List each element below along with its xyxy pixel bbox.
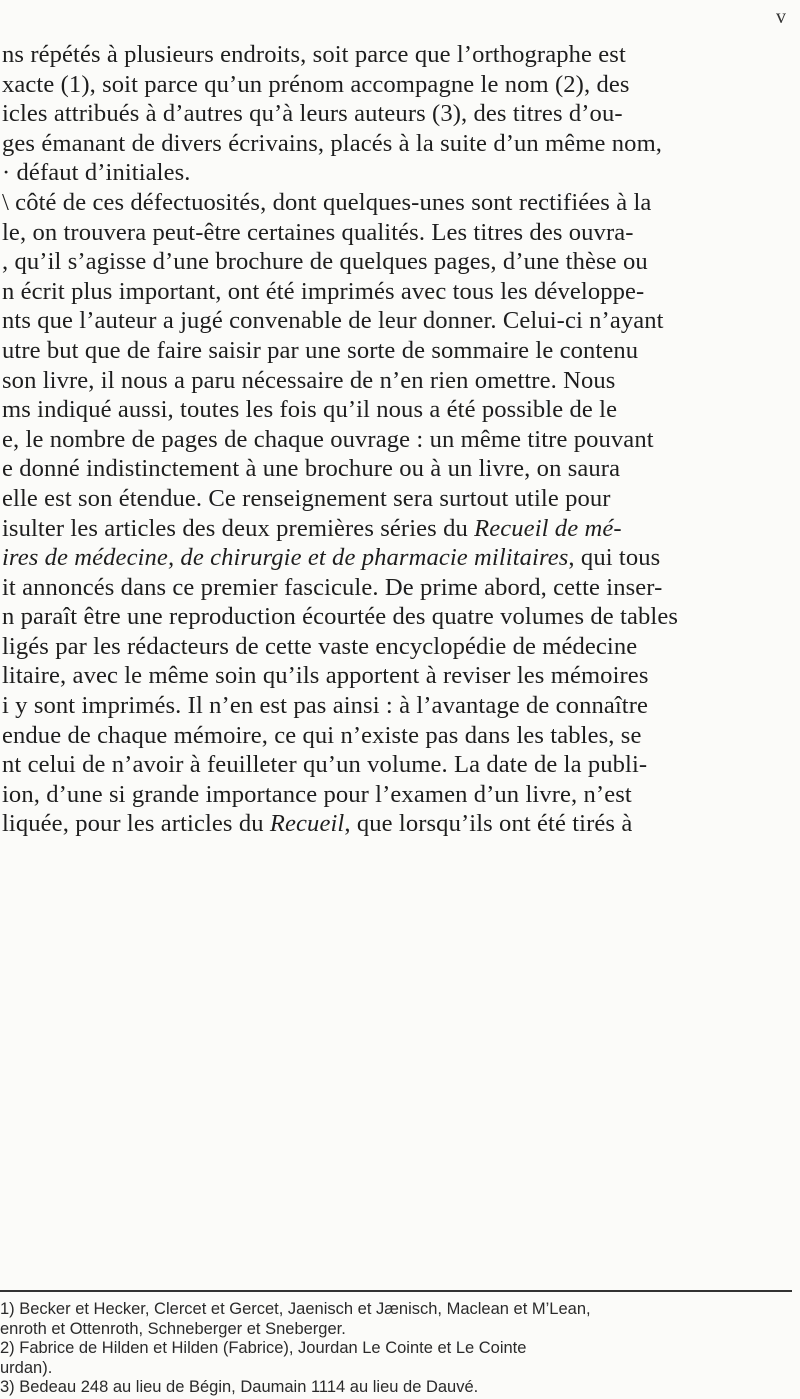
text-line: ges émanant de divers écrivains, placés à la suite d’un même nom, [2, 129, 663, 157]
text-line: nts que l’auteur a jugé convenable de leur donner. Celui-ci n’ayant [2, 307, 664, 335]
text-line: xacte (1), soit parce qu’un prénom accompagne le nom (2), des [2, 70, 630, 98]
text-line: e donné indistinctement à une brochure ou à un livre, on saura [2, 455, 621, 483]
footnote-divider [0, 1290, 792, 1292]
text-line [0, 514, 800, 544]
italic-title: Recueil de mé- [474, 514, 622, 542]
text-line: n écrit plus important, ont été imprimés avec tous les développe- [2, 277, 645, 305]
text-line: ns répétés à plusieurs endroits, soit parce que l’orthographe est [2, 41, 626, 68]
italic-title: ires de médecine, de chirurgie et de pharmacie militaires [2, 544, 569, 572]
text-line [0, 809, 800, 839]
text-line: endue de chaque mémoire, ce qui n’existe pas dans les tables, se [2, 721, 642, 749]
text-run: , qui tous [568, 544, 661, 572]
text-line: ligés par les rédacteurs de cette vaste encyclopédie de médecine [2, 632, 638, 660]
text-run: , que lorsqu’ils ont été tirés à [344, 810, 633, 838]
footnote-line: 2) Fabrice de Hilden et Hilden (Fabrice), Jourdan Le Cointe et Le Cointe [0, 1339, 527, 1357]
footnote-line: enroth et Ottenroth, Schneberger et Sneberger. [0, 1319, 346, 1338]
text-line: n paraît être une reproduction écourtée des quatre volumes de tables [2, 603, 679, 631]
text-line: son livre, il nous a paru nécessaire de n’en rien omettre. Nous [2, 366, 616, 394]
footnote-line: 1) Becker et Hecker, Clercet et Gercet, Jaenisch et Jænisch, Maclean et M’Lean, [0, 1300, 591, 1318]
footnote-line: urdan). [0, 1358, 53, 1377]
text-line: le, on trouvera peut-être certaines qualités. Les titres des ouvra- [2, 218, 634, 246]
text-line: nt celui de n’avoir à feuilleter qu’un volume. La date de la publi- [2, 751, 648, 779]
footnotes [0, 1300, 800, 1398]
text-run: liquée, pour les articles du [2, 810, 270, 838]
footnote-line: 3) Bedeau 248 au lieu de Bégin, Daumain 1114 au lieu de Dauvé. [0, 1378, 479, 1396]
text-line: elle est son étendue. Ce renseignement sera surtout utile pour [2, 484, 611, 512]
text-line: ion, d’une si grande importance pour l’examen d’un livre, n’est [2, 780, 632, 808]
text-line: ms indiqué aussi, toutes les fois qu’il nous a été possible de le [2, 396, 618, 424]
text-line: icles attribués à d’autres qu’à leurs auteurs (3), des titres d’ou- [2, 100, 623, 128]
text-line: · défaut d’initiales. [2, 159, 191, 187]
text-line: utre but que de faire saisir par une sorte de sommaire le contenu [2, 336, 639, 364]
text-line: , qu’il s’agisse d’une brochure de quelques pages, d’une thèse ou [2, 248, 648, 276]
text-line: litaire, avec le même soin qu’ils apportent à reviser les mémoires [2, 662, 649, 690]
text-line: i y sont imprimés. Il n’en est pas ainsi : à l’avantage de connaître [2, 692, 649, 720]
text-run: isulter les articles des deux premières séries du [2, 514, 475, 542]
text-line [0, 543, 800, 573]
body-text [0, 40, 800, 839]
text-line: it annoncés dans ce premier fascicule. De prime abord, cette inser- [2, 573, 663, 601]
page-number: v [776, 6, 786, 28]
text-line: \ côté de ces défectuosités, dont quelques-unes sont rectifiées à la [2, 188, 652, 216]
text-line: e, le nombre de pages de chaque ouvrage : un même titre pouvant [2, 425, 654, 453]
italic-title: Recueil [269, 810, 345, 838]
